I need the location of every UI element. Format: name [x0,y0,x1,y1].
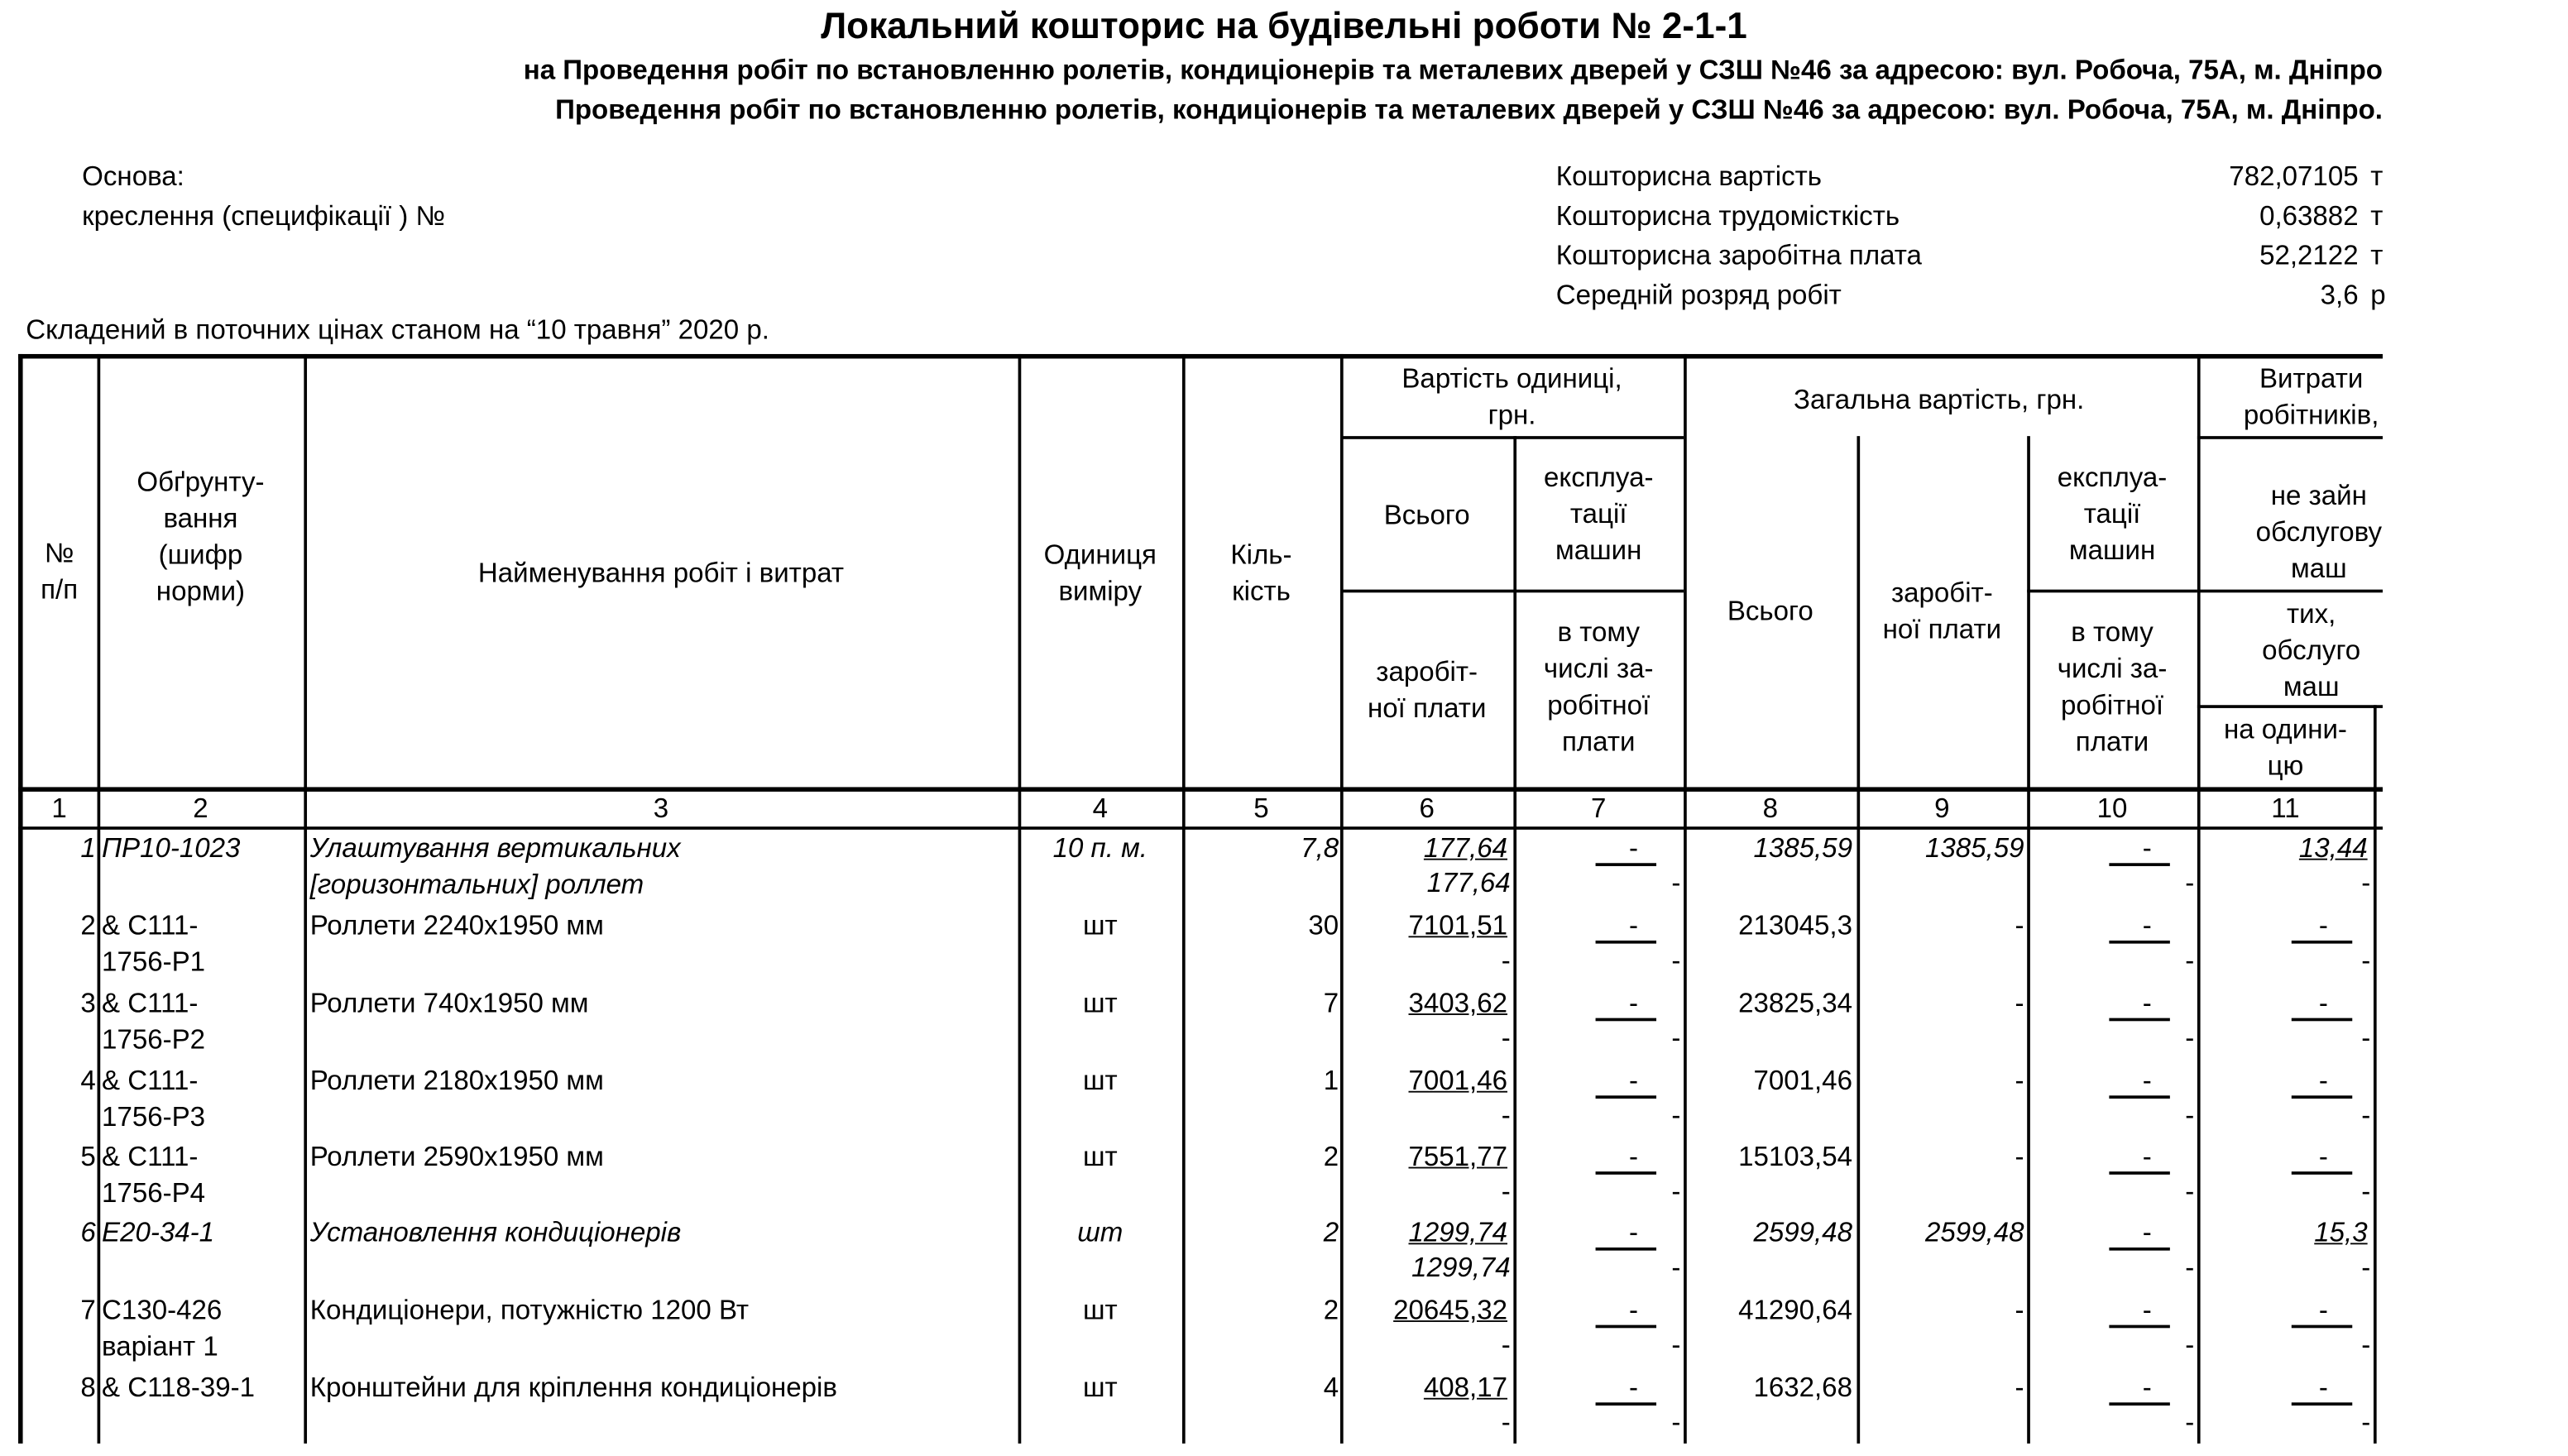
row-total: 213045,3 [1738,910,1852,941]
row-name: Роллети 2180х1950 мм [309,1065,604,1096]
grid-line-v [2027,436,2029,1444]
dash-line [2109,941,2169,943]
grid-line-h [2197,705,2383,707]
row-qty: 7,8 [1301,832,1339,864]
grid-line-v [1182,354,1185,1444]
row-machines: - [1628,1141,1638,1172]
row-qty: 1 [1323,1065,1339,1096]
row-machine-wages-dash: - [1671,1023,1681,1053]
row-unit-cost-wages: - [1501,1023,1511,1053]
summary-unit: т [2370,200,2384,232]
grid-line-v [1513,436,1516,1444]
header-tc-wages: заробіт- ної плати [1882,577,2002,644]
header-uc-machine-wages: в тому числі за- робітної плати [1543,616,1654,757]
row-total-machines: - [2142,1294,2152,1325]
row-machines: - [1628,832,1638,864]
drawings-label: креслення (специфікації ) № [82,200,445,232]
row-unit: шт [1082,910,1118,941]
row-qty: 7 [1323,987,1339,1018]
row-total-machine-wages-dash: - [2185,867,2195,898]
dash-line [1596,1171,1656,1174]
column-number: 4 [1092,793,1108,824]
summary-value: 3,6 [2320,279,2359,310]
row-unit-cost: 177,64 [1423,832,1508,864]
row-code: & С111- 1756-Р1 [102,910,206,978]
grid-line-v [2374,705,2376,1444]
grid-line-h [2027,590,2197,592]
row-unit-cost-wages: 177,64 [1426,867,1511,898]
dash-line [2109,1171,2169,1174]
summary-unit: т [2370,240,2384,271]
dash-line [2109,1248,2169,1250]
row-unit-cost-wages: - [1501,1176,1511,1207]
row-total-wages: - [2015,1065,2024,1096]
row-machine-wages-dash: - [1671,867,1681,898]
row-qty: 2 [1323,1141,1339,1172]
header-tc-machines: експлуа- тації машин [2057,462,2168,566]
header-basis: Обґрунту- вання (шифр норми) [137,466,265,606]
summary-label: Кошторисна заробітна плата [1555,240,1922,271]
row-unit: 10 п. м. [1052,832,1147,864]
row-unit-cost: 408,17 [1423,1372,1508,1403]
header-labor: Витрати робітників, [2243,362,2379,430]
row-labor: - [2318,987,2328,1018]
row-total: 15103,54 [1738,1141,1852,1172]
row-unit: шт [1082,987,1118,1018]
summary-value: 52,2122 [2259,240,2359,271]
row-total-wages: - [2015,987,2024,1018]
row-qty: 2 [1323,1217,1339,1248]
row-name: Установлення кондиціонерів [309,1217,682,1248]
row-total-machines: - [2142,1372,2152,1403]
row-total-machines: - [2142,1065,2152,1096]
column-number: 9 [1934,793,1950,824]
row-name: Улаштування вертикальних [горизонтальних] роллет [309,832,681,900]
dash-line [1596,1248,1656,1250]
prices-note: Складений в поточних цінах станом на “10 травня” 2020 р. [26,314,769,345]
row-number: 7 [80,1294,96,1325]
column-number: 5 [1253,793,1269,824]
row-unit-cost: 1299,74 [1408,1217,1508,1248]
row-machines: - [1628,1294,1638,1325]
row-unit: шт [1077,1217,1124,1248]
row-name: Кондиціонери, потужністю 1200 Вт [309,1294,750,1325]
dash-line [1596,863,1656,865]
row-total-machine-wages-dash: - [2185,1023,2195,1053]
row-name: Роллети 2590х1950 мм [309,1141,604,1172]
column-number: 8 [1762,793,1778,824]
row-total-machines: - [2142,832,2152,864]
row-labor-dash: - [2361,1023,2371,1053]
row-code: & С118-39-1 [102,1372,256,1403]
row-total-machine-wages-dash: - [2185,1099,2195,1131]
summary-value: 782,07105 [2229,160,2359,192]
row-total-machine-wages-dash: - [2185,1329,2195,1360]
column-number: 1 [51,793,67,824]
row-labor-dash: - [2361,867,2371,898]
header-qty: Кіль- кість [1230,539,1292,606]
row-unit-cost: 7551,77 [1408,1141,1508,1172]
row-number: 8 [80,1372,96,1403]
grid-line-v [304,354,306,1444]
row-machine-wages-dash: - [1671,1176,1681,1207]
row-total: 1632,68 [1753,1372,1852,1403]
row-number: 1 [80,832,96,864]
row-labor: - [2318,1294,2328,1325]
column-number: 3 [653,793,669,824]
row-code: ПР10-1023 [102,832,241,864]
row-labor: - [2318,1141,2328,1172]
row-total-wages: 1385,59 [1924,832,2024,864]
row-total-machines: - [2142,987,2152,1018]
row-labor-dash: - [2361,1252,2371,1283]
grid-line-v [1684,354,1686,1444]
row-name: Роллети 740х1950 мм [309,987,589,1018]
row-total-machine-wages-dash: - [2185,945,2195,976]
header-num: № п/п [41,538,79,606]
row-qty: 2 [1323,1294,1339,1325]
row-total: 7001,46 [1753,1065,1852,1096]
row-labor-dash: - [2361,1406,2371,1438]
dash-line [2109,1402,2169,1405]
row-unit: шт [1082,1141,1118,1172]
row-machines: - [1628,987,1638,1018]
column-number: 10 [2096,793,2128,824]
document-subtitle-1: на Проведення робіт по встановленню ролетів, кондиціонерів та металевих дверей у СЗШ №46 за адресою: вул. Робоча, 75А, м. Дніпро [523,55,2383,85]
row-total-wages: - [2015,1141,2024,1172]
grid-line-h [2197,436,2383,438]
summary-unit: т [2370,160,2384,192]
row-unit-cost: 7101,51 [1408,910,1508,941]
summary-value: 0,63882 [2259,200,2359,232]
column-number: 11 [2271,793,2300,824]
header-total-cost: Загальна вартість, грн. [1794,384,2085,415]
dash-line [1596,941,1656,943]
row-unit: шт [1082,1065,1118,1096]
column-number: 6 [1419,793,1435,824]
header-tc-machine-wages: в тому числі за- робітної плати [2057,616,2168,757]
row-number: 3 [80,987,96,1018]
row-total: 23825,34 [1738,987,1852,1018]
row-total-machines: - [2142,1217,2152,1248]
row-machine-wages-dash: - [1671,945,1681,976]
row-number: 2 [80,910,96,941]
row-labor-dash: - [2361,1329,2371,1360]
column-number: 7 [1591,793,1607,824]
row-machines: - [1628,910,1638,941]
header-unit: Одиниця виміру [1043,539,1157,606]
row-total-machine-wages-dash: - [2185,1406,2195,1438]
row-unit-cost-wages: - [1501,1099,1511,1131]
header-unit-cost: Вартість одиниці, грн. [1401,362,1622,430]
header-tc-total: Всього [1727,595,1813,626]
row-total: 41290,64 [1738,1294,1852,1325]
header-uc-wages: заробіт- ної плати [1367,656,1487,724]
header-labor-not-busy: не зайн обслугову маш [2255,480,2383,584]
header-name: Найменування робіт і витрат [477,558,845,588]
row-labor: - [2318,1372,2328,1403]
row-name: Кронштейни для кріплення кондиціонерів [309,1372,837,1403]
row-number: 5 [80,1141,96,1172]
grid-line-v [1018,354,1021,1444]
header-labor-per-unit: на одини- цю [2223,714,2347,782]
grid-line-h [1340,436,1684,438]
summary-label: Кошторисна вартість [1555,160,1822,192]
row-name: Роллети 2240х1950 мм [309,910,604,941]
row-labor: 15,3 [2314,1217,2368,1248]
dash-line [1596,1095,1656,1098]
row-labor-dash: - [2361,1099,2371,1131]
basis-label: Основа: [82,160,184,192]
row-unit: шт [1082,1294,1118,1325]
row-code: & С111- 1756-Р2 [102,987,206,1055]
row-labor: 13,44 [2298,832,2368,864]
summary-label: Середній розряд робіт [1555,279,1842,310]
row-unit-cost: 7001,46 [1408,1065,1508,1096]
row-labor: - [2318,910,2328,941]
dash-line [2109,1095,2169,1098]
row-total-machines: - [2142,910,2152,941]
dash-line [1596,1018,1656,1021]
row-code: С130-426 варіант 1 [102,1294,223,1362]
row-unit-cost: 20645,32 [1393,1294,1508,1325]
row-code: & С111- 1756-Р4 [102,1141,206,1209]
summary-label: Кошторисна трудомісткість [1555,200,1900,232]
row-total-wages: - [2015,1372,2024,1403]
row-labor: - [2318,1065,2328,1096]
row-machine-wages-dash: - [1671,1406,1681,1438]
grid-line-v [18,354,22,1444]
row-machines: - [1628,1065,1638,1096]
row-code: & С111- 1756-Р3 [102,1065,206,1133]
column-number: 2 [193,793,208,824]
row-unit-cost-wages: - [1501,945,1511,976]
header-labor-busy: тих, обслуго маш [2262,598,2361,702]
row-unit-cost-wages: - [1501,1406,1511,1438]
row-unit: шт [1082,1372,1118,1403]
row-machines: - [1628,1372,1638,1403]
document-subtitle-2: Проведення робіт по встановленню ролетів, кондиціонерів та металевих дверей у СЗШ №46 за адресою: вул. Робоча, 75А, м. Дніпро. [555,93,2383,125]
dash-line [2109,1325,2169,1328]
row-total: 1385,59 [1753,832,1852,864]
row-qty: 4 [1323,1372,1339,1403]
row-machines: - [1628,1217,1638,1248]
dash-line [2109,1018,2169,1021]
row-qty: 30 [1308,910,1339,941]
row-unit-cost-wages: - [1501,1329,1511,1360]
dash-line [2109,863,2169,865]
row-total-machine-wages-dash: - [2185,1252,2195,1283]
row-unit-cost: 3403,62 [1408,987,1508,1018]
dash-line [1596,1402,1656,1405]
grid-line-h [2197,590,2383,592]
grid-line-h [18,354,2383,358]
row-total-wages: - [2015,1294,2024,1325]
row-machine-wages-dash: - [1671,1329,1681,1360]
dash-line [1596,1325,1656,1328]
row-labor-dash: - [2361,1176,2371,1207]
row-total-wages: 2599,48 [1924,1217,2024,1248]
header-uc-total: Всього [1383,500,1470,531]
row-total-wages: - [2015,910,2024,941]
grid-line-h [1340,590,1684,592]
document-title: Локальний кошторис на будівельні роботи № 2-1-1 [821,6,1747,47]
row-unit-cost-wages: 1299,74 [1411,1252,1511,1283]
row-total-machines: - [2142,1141,2152,1172]
row-machine-wages-dash: - [1671,1252,1681,1283]
row-code: Е20-34-1 [102,1217,215,1248]
row-number: 6 [80,1217,96,1248]
row-total: 2599,48 [1753,1217,1852,1248]
row-labor-dash: - [2361,945,2371,976]
summary-unit: р [2370,279,2386,310]
row-number: 4 [80,1065,96,1096]
row-total-machine-wages-dash: - [2185,1176,2195,1207]
header-uc-machines: експлуа- тації машин [1543,462,1654,566]
row-machine-wages-dash: - [1671,1099,1681,1131]
